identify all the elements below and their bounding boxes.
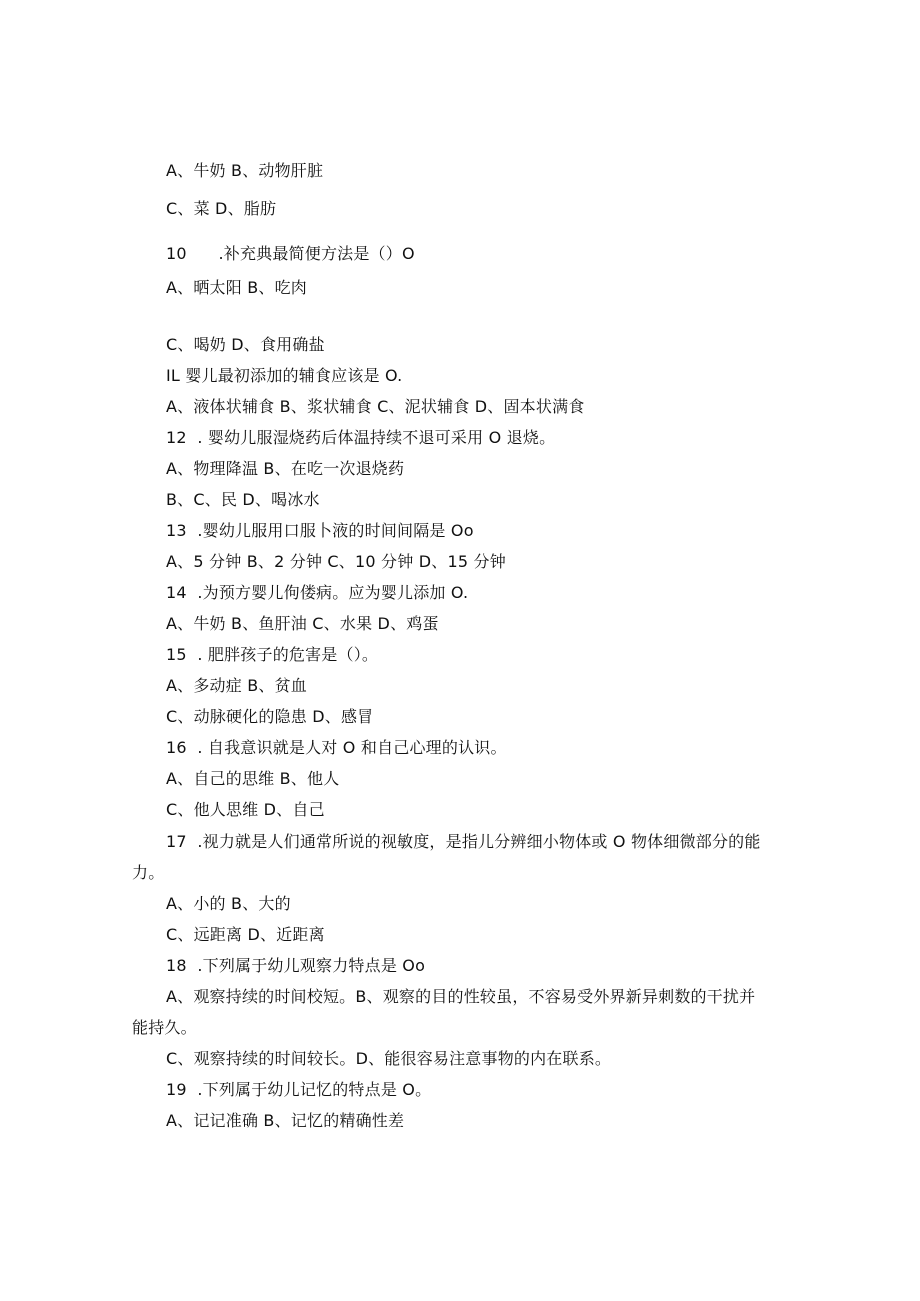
text-line: A、牛奶 B、动物肝脏 — [166, 161, 324, 180]
text-line: A、自己的思维 B、他人 — [166, 769, 340, 788]
question-line: 12 . 婴幼儿服湿烧药后体温持续不退可采用 O 退烧。 — [166, 428, 556, 447]
text-line: A、牛奶 B、鱼肝油 C、水果 D、鸡蛋 — [166, 614, 439, 633]
question-line: 18 .下列属于幼儿观察力特点是 Oo — [166, 956, 426, 975]
text-line: C、他人思维 D、自己 — [166, 800, 325, 819]
text-line: A、5 分钟 B、2 分钟 C、10 分钟 D、15 分钟 — [166, 552, 506, 571]
question-line: 10 .补充典最简便方法是（）O — [166, 244, 415, 263]
text-line: C、喝奶 D、食用确盐 — [166, 335, 325, 354]
question-line: 17 .视力就是人们通常所说的视敏度，是指儿分辨细小物体或 O 物体细微部分的能 — [166, 832, 761, 851]
question-line: 13 .婴幼儿服用口服卜液的时间间隔是 Oo — [166, 521, 474, 540]
question-line: IL 婴儿最初添加的辅食应该是 O. — [166, 366, 403, 385]
text-line: 能持久。 — [132, 1018, 197, 1037]
text-line: C、远距离 D、近距离 — [166, 925, 325, 944]
text-line: C、菜 D、脂肪 — [166, 199, 277, 218]
question-line: 14 .为预方婴儿佝偻病。应为婴儿添加 O. — [166, 583, 469, 602]
text-line: A、小的 B、大的 — [166, 894, 291, 913]
question-line: 15 . 肥胖孩子的危害是（）。 — [166, 645, 379, 664]
text-line: C、动脉硬化的隐患 D、感冒 — [166, 707, 374, 726]
text-line: B、C、民 D、喝冰水 — [166, 490, 320, 509]
text-line: A、多动症 B、贫血 — [166, 676, 308, 695]
text-line: A、液体状辅食 B、浆状辅食 C、泥状辅食 D、固本状满食 — [166, 397, 585, 416]
text-line: A、观察持续的时间校短。B、观察的目的性较虽，不容易受外界新异刺数的干扰并 — [166, 987, 756, 1006]
text-line: A、物理降温 B、在吃一次退烧药 — [166, 459, 405, 478]
text-line: 力。 — [132, 863, 165, 882]
text-line: A、晒太阳 B、吃肉 — [166, 278, 308, 297]
question-line: 19 .下列属于幼儿记忆的特点是 O。 — [166, 1080, 432, 1099]
question-line: 16 . 自我意识就是人对 O 和自己心理的认识。 — [166, 738, 507, 757]
text-line: C、观察持续的时间较长。D、能很容易注意事物的内在联系。 — [166, 1049, 612, 1068]
text-line: A、记记准确 B、记忆的精确性差 — [166, 1111, 405, 1130]
